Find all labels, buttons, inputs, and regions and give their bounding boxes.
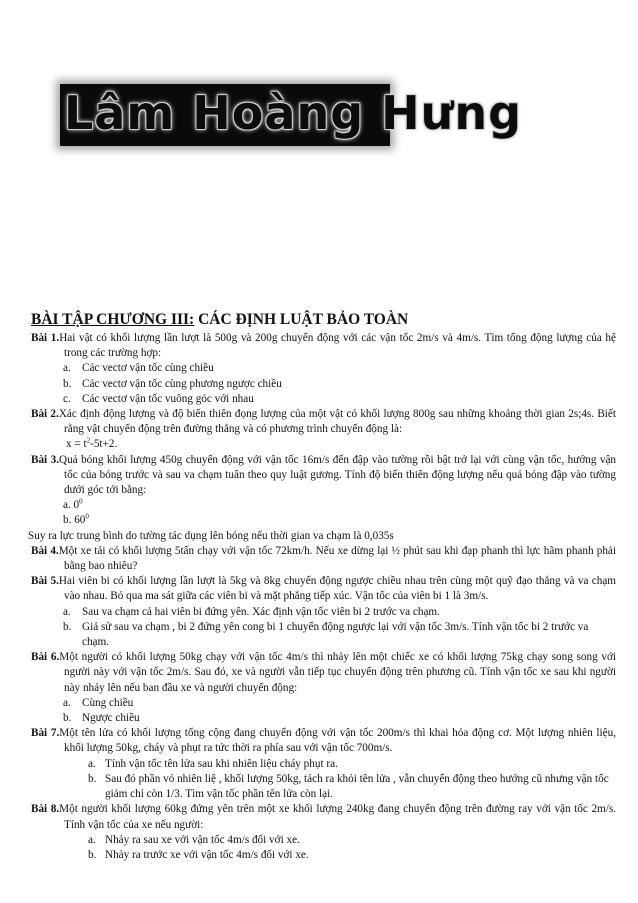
exercise-document xyxy=(30,310,616,863)
list-text: Tính vận tốc tên lửa sau khi nhiên liệu cháy phụt ra. xyxy=(105,757,338,770)
list-item xyxy=(30,377,616,392)
exercise-label: Bài 3. xyxy=(31,453,59,466)
exercise-5 xyxy=(30,574,616,604)
list-item xyxy=(30,361,616,376)
list-item xyxy=(30,833,616,848)
list-marker: b. xyxy=(88,772,97,785)
list-item xyxy=(30,757,616,772)
chapter-label: BÀI TẬP CHƯƠNG III: xyxy=(31,311,195,328)
exercise-text: Quả bóng khối lượng 450g chuyển động với vận tốc 16m/s đến đập vào tường rồi bật trở lại với cùng vận tốc, hướng vận tốc của bóng trước và sau va chạm tuân theo quy luật gương. Tính độ biến thiên động lượng nếu quả bóng đập vào tường dưới góc tới bằng: xyxy=(59,453,617,497)
list-text: Nhảy ra trước xe với vận tốc 4m/s đối với xe. xyxy=(105,848,309,861)
list-item xyxy=(30,848,616,863)
list-text: Các vectơ vận tốc cùng chiều xyxy=(82,362,214,375)
list-item: b. $60^0$ xyxy=(63,512,89,527)
list-marker: b. xyxy=(63,377,72,390)
list-marker: b. xyxy=(63,620,72,633)
author-logo: Lâm Hoàng Hưng xyxy=(64,86,523,140)
exercise-text: Một người có khối lượng 50kg chạy với vận tốc 4m/s thì nhảy lên một chiếc xe có khối lượng 75kg chạy song song với người này với vận tốc 2m/s. Sau đó, xe và người vẫn tiếp tục chuyển động trên phương cũ. Tính vận tốc xe sau khi người này nhảy lên nếu ban đầu xe và người chuyển động: xyxy=(59,651,617,694)
exercise-text: Hai vật có khối lượng lần lượt là 500g và 200g chuyển động với các vận tốc 2m/s và 4m/s. Tìm tổng động lượng của hệ trong các trường hợp: xyxy=(59,332,616,360)
list-item xyxy=(30,620,616,650)
list-item xyxy=(30,711,616,726)
list-text: Sau va chạm cả hai viên bi đứng yên. Xác định vận tốc viên bi 2 trước va chạm. xyxy=(82,605,440,618)
list-item xyxy=(30,392,616,407)
exercise-text: Xác định động lượng và độ biến thiên đọng lượng của một vật có khối lượng 800g sau những khoảng thời gian 2s;4s. Biết rằng vật chuyển động trên đường thẳng và có phương trình chuyển động là: xyxy=(58,408,616,436)
list-marker: b. xyxy=(63,712,72,725)
exercise-3 xyxy=(30,453,616,499)
exercise-text: Hai viên bi có khối lượng lần lượt là 5kg và 8kg chuyển động ngược chiều nhau trên cùng một quỹ đạo thẳng và va chạm vào nhau. Bỏ qua ma sát giữa các viên bi và mặt phẳng tiếp xúc. Vận tốc của viên bi 1 là 3m/s. xyxy=(58,575,616,603)
exercise-text: Một tên lửa có khối lượng tổng cộng đang chuyển động với vận tốc 200m/s thì khai hỏa động cơ. Một lượng nhiên liệu, khối lượng 50kg, cháy và phụt ra tức thời ra phía sau với vận tốc 700m/s. xyxy=(59,727,616,755)
list-text: Cùng chiều xyxy=(82,696,134,709)
exercise-2 xyxy=(30,407,616,437)
page-title xyxy=(31,310,616,329)
exercise-label: Bài 4. xyxy=(31,544,59,557)
exercise-1 xyxy=(30,331,616,361)
exercise-label: Bài 8. xyxy=(31,803,60,816)
list-text: Các vectơ vận tốc cùng phương ngược chiều xyxy=(82,377,282,390)
exercise-label: Bài 1. xyxy=(31,332,60,344)
list-item: a. $0^0$ xyxy=(63,497,83,512)
list-marker: a. xyxy=(88,833,96,846)
exercise-label: Bài 5. xyxy=(31,575,59,588)
exercise-text: Một xe tải có khối lượng 5tấn chạy với vận tốc 72km/h. Nếu xe dừng lại ½ phút sau khi đạp phanh thì lực hãm phanh phải bằng bao nhiêu? xyxy=(58,544,617,573)
chapter-topic: CÁC ĐỊNH LUẬT BẢO TOÀN xyxy=(194,311,409,328)
equation: $x = t^2-5t+2$. xyxy=(66,436,118,451)
exercise-label: Bài 6. xyxy=(31,651,60,664)
list-text: Giả sử sau va chạm , bi 2 đứng yên cong bi 1 chuyển động ngược lại với vận tốc 3m/s. Tính vận tốc bi 2 trước va chạm. xyxy=(82,620,589,649)
list-marker: b. xyxy=(88,848,97,861)
list-item xyxy=(30,772,616,802)
exercise-label: Bài 2. xyxy=(31,408,59,421)
list-item xyxy=(30,605,616,620)
exercise-6 xyxy=(30,650,616,696)
exercise-label: Bài 7. xyxy=(31,727,60,740)
list-text: Các vectơ vận tốc vuông góc với nhau xyxy=(82,392,254,405)
list-marker: c. xyxy=(63,392,71,405)
exercise-8 xyxy=(30,802,616,832)
exercise-4 xyxy=(30,544,616,574)
list-text: Sau đó phần vỏ nhiên liệ , khối lượng 50kg, tách ra khỏi tên lửa , vẫn chuyển động theo hướng cũ nhưng vận tốc giảm chỉ còn 1/3. Tìm vận tốc phần tên lửa còn lại. xyxy=(105,772,609,801)
list-marker: a. xyxy=(63,362,71,375)
list-marker: a. xyxy=(88,757,96,770)
list-marker: a. xyxy=(63,696,71,709)
list-text: Ngược chiều xyxy=(82,712,140,725)
list-marker: a. xyxy=(63,605,71,618)
exercise-3-followup: Suy ra lực trung bình do tường tác dụng lên bóng nếu thời gian va chạm là 0,035s xyxy=(28,529,394,542)
list-text: Nhảy ra sau xe với vận tốc 4m/s đối với xe. xyxy=(105,833,300,846)
list-item xyxy=(30,696,616,711)
exercise-7 xyxy=(30,726,616,756)
exercise-text: Một người khối lượng 60kg đứng yên trên một xe khối lượng 240kg đang chuyển động trên đường ray với vận tốc 2m/s. Tính vận tốc của xe nếu người: xyxy=(59,803,617,831)
